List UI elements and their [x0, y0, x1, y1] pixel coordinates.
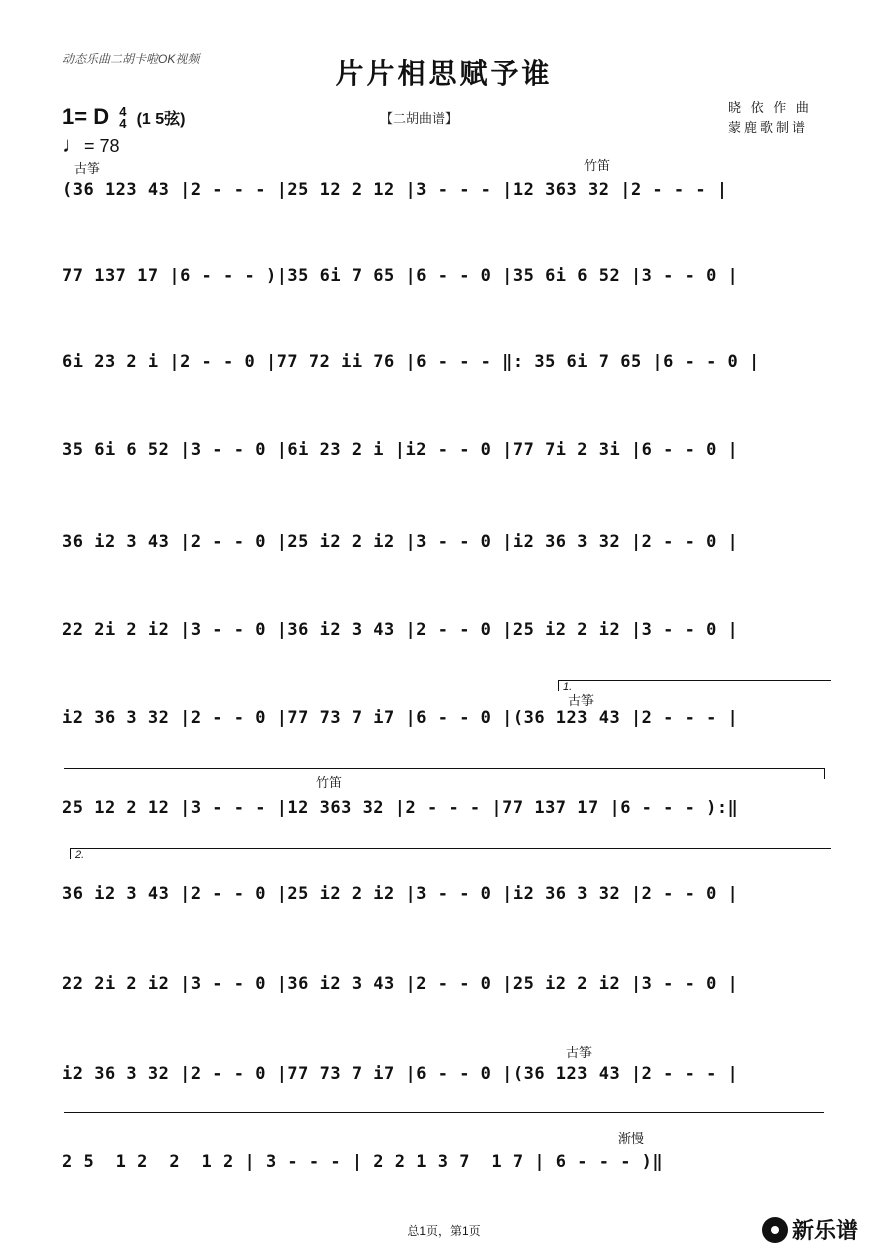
score-row-2 [62, 258, 832, 298]
notation-line: (36 123 43 |2 - - - |25 12 2 12 |3 - - - |12 363 32 |2 - - - | [62, 180, 728, 200]
volta-second-label: 2. [75, 849, 85, 861]
time-bottom: 4 [119, 116, 127, 132]
notation-line: i2 36 3 32 |2 - - 0 |77 73 7 i7 |6 - - 0 |(36 123 43 |2 - - - | [62, 1064, 739, 1084]
notation-line: 6i 23 2 i |2 - - 0 |77 72 ii 76 |6 - - - ‖: 35 6i 7 65 |6 - - 0 | [62, 352, 760, 372]
volta-first [558, 680, 831, 691]
volta-first-continued [64, 768, 825, 779]
notation-line: 77 137 17 |6 - - - )|35 6i 7 65 |6 - - 0 |35 6i 6 52 |3 - - 0 | [62, 266, 739, 286]
record-disc-icon [762, 1217, 788, 1243]
score-title: 片片相思赋予谁 [335, 58, 553, 89]
instrument-label-guzheng: 古筝 [74, 161, 101, 176]
score-row-3 [62, 344, 832, 384]
quarter-note-icon: ♩ [62, 132, 84, 157]
volta-first-label: 1. [563, 681, 573, 693]
tempo-marking [62, 132, 120, 158]
notation-line: 36 i2 3 43 |2 - - 0 |25 i2 2 i2 |3 - - 0 |i2 36 3 32 |2 - - 0 | [62, 884, 739, 904]
time-signature [119, 106, 126, 130]
score-row-1 [62, 172, 832, 212]
source-label: 动态乐曲二胡卡啦OK视频 [62, 52, 200, 66]
site-name: 新乐谱 [792, 1218, 859, 1243]
score-row-5 [62, 524, 832, 564]
score-row-11 [62, 1056, 832, 1096]
composer: 晓 依 作 曲 [728, 100, 812, 115]
notation-line: i2 36 3 32 |2 - - 0 |77 73 7 i7 |6 - - 0 |(36 123 43 |2 - - - | [62, 708, 739, 728]
instrument-label-guzheng-2: 古筝 [568, 693, 595, 708]
score-row-6 [62, 612, 832, 652]
score-row-9 [62, 876, 832, 916]
tempo-value: = 78 [84, 136, 120, 156]
score-row-4 [62, 432, 832, 472]
string-tuning: (1 5弦) [136, 111, 186, 128]
notation-line: 35 6i 6 52 |3 - - 0 |6i 23 2 i |i2 - - 0 |77 7i 2 3i |6 - - 0 | [62, 440, 739, 460]
notation-line: 2 5 1 2 2 1 2 | 3 - - - | 2 2 1 3 7 1 7 | 6 - - - )‖ [62, 1152, 664, 1172]
tempo-change-label: 渐慢 [618, 1131, 645, 1146]
key-text: 1= D [62, 104, 110, 129]
notation-line: 36 i2 3 43 |2 - - 0 |25 i2 2 i2 |3 - - 0 |i2 36 3 32 |2 - - 0 | [62, 532, 739, 552]
page-footer: 总1页，第1页 [407, 1224, 481, 1238]
instrument-label-dizi: 竹笛 [584, 158, 611, 173]
key-signature [62, 104, 185, 130]
volta-second [70, 848, 831, 859]
time-top: 4 [119, 104, 127, 120]
notation-line: 22 2i 2 i2 |3 - - 0 |36 i2 3 43 |2 - - 0 |25 i2 2 i2 |3 - - 0 | [62, 974, 739, 994]
instrument-label-guzheng-3: 古筝 [566, 1045, 593, 1060]
instrument-label-dizi-2: 竹笛 [316, 775, 343, 790]
site-logo [762, 1214, 858, 1245]
score-row-7 [62, 700, 832, 740]
arranger: 蒙鹿歌制谱 [728, 120, 809, 135]
score-row-12 [62, 1144, 832, 1184]
score-row-10 [62, 966, 832, 1006]
score-row-8 [62, 790, 832, 830]
notation-line: 25 12 2 12 |3 - - - |12 363 32 |2 - - - |77 137 17 |6 - - - ):‖ [62, 798, 739, 818]
score-subtitle: 【二胡曲谱】 [380, 111, 459, 126]
credits [728, 98, 812, 138]
notation-line: 22 2i 2 i2 |3 - - 0 |36 i2 3 43 |2 - - 0 |25 i2 2 i2 |3 - - 0 | [62, 620, 739, 640]
volta-second-continued [64, 1112, 824, 1123]
